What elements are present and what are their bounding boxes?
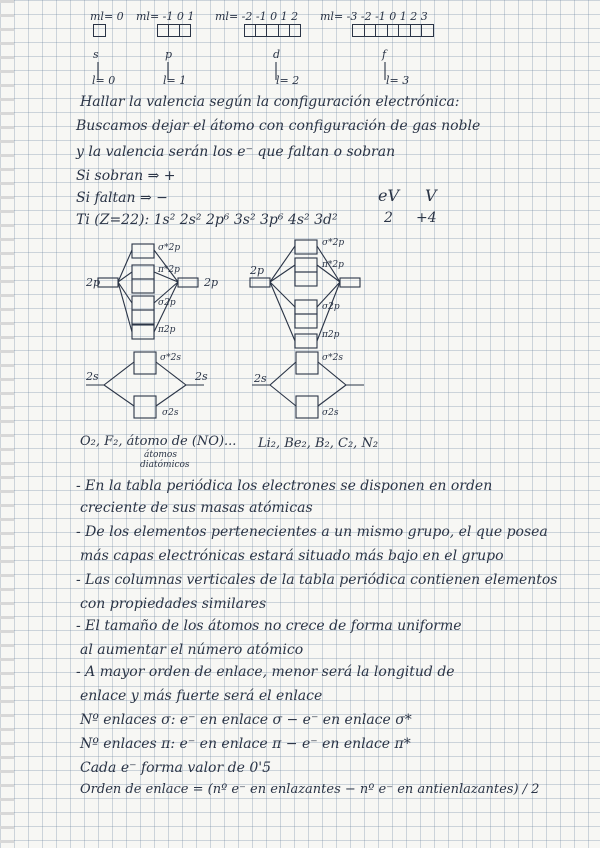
ml-s: ml= 0 xyxy=(90,10,124,23)
right-2p-label: 2p xyxy=(250,264,265,277)
l-value-d: l= 2 xyxy=(276,74,300,87)
ev-label: eV xyxy=(378,186,400,205)
right-sigma-2s: σ2s xyxy=(322,408,339,418)
note-3a: - Las columnas verticales de la tabla periódica contienen elementos xyxy=(76,572,558,588)
left-sigma-star-2p: σ*2p xyxy=(158,243,181,253)
note-5a: - A mayor orden de enlace, menor será la longitud de xyxy=(76,664,455,680)
mo-caption-left-sub2: diatómicos xyxy=(140,460,190,470)
orbital-letter-d: d xyxy=(273,48,281,61)
right-pi-star-2p: π*2p xyxy=(322,260,344,270)
left-pi-star-2p: π*2p xyxy=(158,265,180,275)
formula-pi: Nº enlaces π: e⁻ en enlace π − e⁻ en enlace π* xyxy=(80,736,411,752)
left-sigma-star-2s: σ*2s xyxy=(160,353,181,363)
line-faltan: Si faltan ⇒ − xyxy=(76,190,168,206)
mo-caption-right: Li₂, Be₂, B₂, C₂, N₂ xyxy=(258,436,379,451)
mo-diagram-left xyxy=(86,244,204,418)
line-sobran: Si sobran ⇒ + xyxy=(76,168,176,184)
orbital-letter-f: f xyxy=(382,48,387,61)
mo-caption-left: O₂, F₂, átomo de (NO)... xyxy=(80,434,237,449)
note-5b: enlace y más fuerte será el enlace xyxy=(80,688,323,704)
line-ti-config: Ti (Z=22): 1s² 2s² 2p⁶ 3s² 3p⁶ 4s² 3d² xyxy=(76,212,338,228)
ml-d: ml= -2 -1 0 1 2 xyxy=(215,10,299,23)
mo-diagram-right xyxy=(250,240,364,418)
right-2s-label: 2s xyxy=(254,372,267,385)
mo-caption-left-sub1: átomos xyxy=(144,450,177,460)
note-2a: - De los elementos pertenecientes a un mismo grupo, el que posea xyxy=(76,524,548,540)
ml-f: ml= -3 -2 -1 0 1 2 3 xyxy=(320,10,428,23)
valencia-title: Hallar la valencia según la configuración electrónica: xyxy=(80,94,460,110)
note-2b: más capas electrónicas estará situado más bajo en el grupo xyxy=(80,548,504,564)
formula-bond-order: Orden de enlace = (nº e⁻ en enlazantes − nº e⁻ en antienlazantes) / 2 xyxy=(80,782,540,797)
right-sigma-star-2p: σ*2p xyxy=(322,238,345,248)
l-value-f: l= 3 xyxy=(386,74,410,87)
left-2p-label-b: 2p xyxy=(204,276,219,289)
line-gas-noble: Buscamos dejar el átomo con configuración de gas noble xyxy=(76,118,481,134)
v-label: V xyxy=(425,186,437,205)
right-sigma-star-2s: σ*2s xyxy=(322,353,343,363)
v-value: +4 xyxy=(416,210,437,226)
left-2s-label-a: 2s xyxy=(86,370,99,383)
orbital-letter-s: s xyxy=(93,48,99,61)
ev-value: 2 xyxy=(384,210,393,226)
note-1a: - En la tabla periódica los electrones se disponen en orden xyxy=(76,478,493,494)
l-value-p: l= 1 xyxy=(163,74,187,87)
left-sigma-2p: σ2p xyxy=(158,298,176,308)
note-4a: - El tamaño de los átomos no crece de forma uniforme xyxy=(76,618,462,634)
note-4b: al aumentar el número atómico xyxy=(80,642,304,658)
formula-sigma: Nº enlaces σ: e⁻ en enlace σ − e⁻ en enlace σ* xyxy=(80,712,412,728)
orbital-letter-p: p xyxy=(165,48,173,61)
line-valencia: y la valencia serán los e⁻ que faltan o sobran xyxy=(76,144,396,160)
right-sigma-2p: σ2p xyxy=(322,302,340,312)
note-1b: creciente de sus masas atómicas xyxy=(80,500,313,516)
l-value-s: l= 0 xyxy=(92,74,116,87)
note-3b: con propiedades similares xyxy=(80,596,267,612)
right-pi-2p: π2p xyxy=(322,330,340,340)
left-pi-2p: π2p xyxy=(158,325,176,335)
left-sigma-2s: σ2s xyxy=(162,408,179,418)
left-2s-label-b: 2s xyxy=(195,370,208,383)
left-2p-label-a: 2p xyxy=(86,276,101,289)
formula-value: Cada e⁻ forma valor de 0'5 xyxy=(80,760,271,776)
ml-p: ml= -1 0 1 xyxy=(136,10,195,23)
